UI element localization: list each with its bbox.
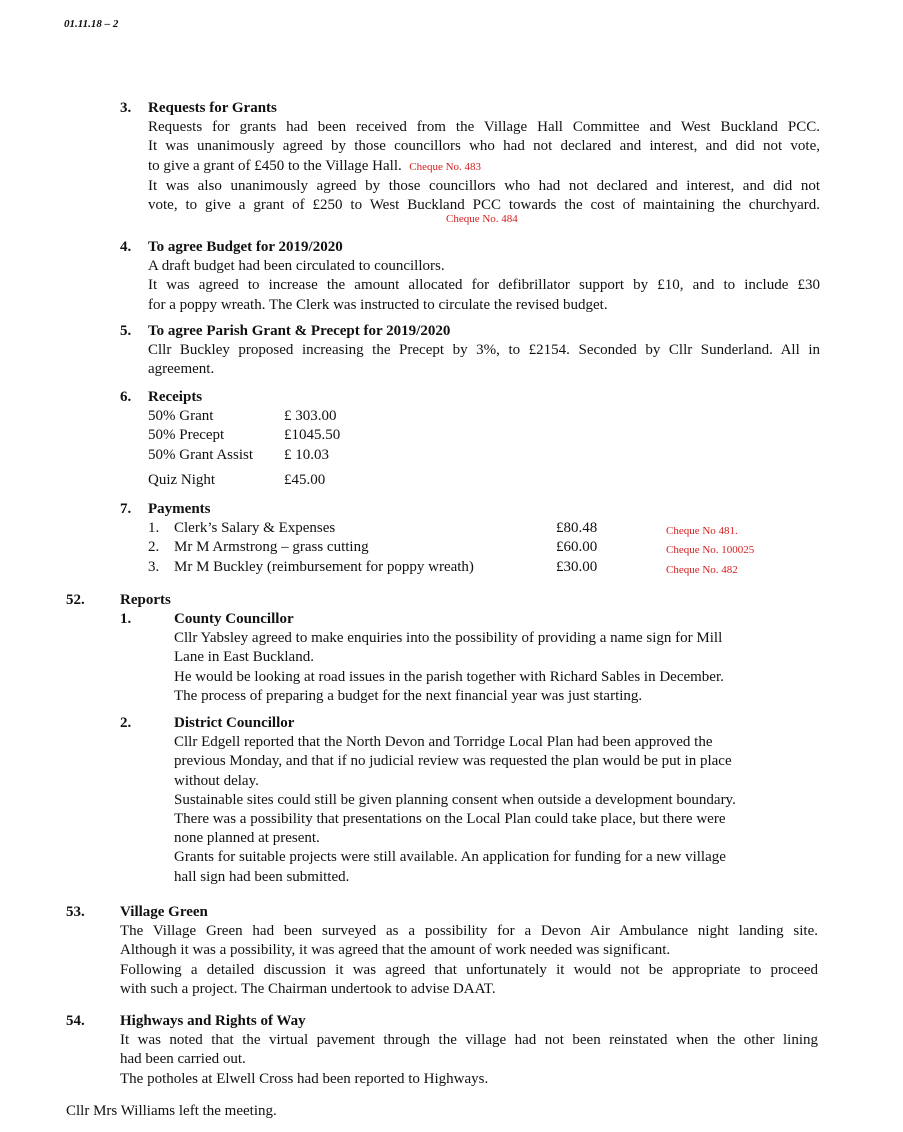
paragraph-line: The potholes at Elwell Cross had been reported to Highways. [120, 1070, 489, 1087]
section-heading: To agree Budget for 2019/2020 [148, 239, 343, 255]
paragraph-line: without delay. [174, 772, 259, 789]
paragraph-line: Sustainable sites could still be given planning consent when outside a development boundary. [174, 791, 736, 808]
closing-line: Cllr Mrs Williams left the meeting. [66, 1103, 277, 1119]
item-number: 6. [120, 389, 132, 405]
budget-section [148, 238, 820, 315]
cheque-note: Cheque No. 482 [666, 563, 738, 576]
paragraph-line: none planned at present. [174, 830, 320, 847]
minute-number: 53. [66, 904, 85, 920]
paragraph-line: to give a grant of £450 to the Village Hall. Cheque No. 483 [148, 157, 482, 174]
paragraph-line: A draft budget had been circulated to councillors. [148, 258, 445, 275]
paragraph-line: The process of preparing a budget for the next financial year was just starting. [174, 687, 643, 704]
cheque-note: Cheque No 481. [666, 525, 738, 538]
cheque-note: Cheque No. 484 [446, 213, 518, 225]
item-number: 7. [120, 501, 132, 517]
village-green-section [120, 903, 818, 999]
receipt-row: Quiz Night £45.00 [148, 471, 326, 488]
paragraph-line: with such a project. The Chairman undertook to advise DAAT. [120, 980, 496, 997]
district-councillor-report [174, 714, 814, 887]
sub-heading: County Councillor [174, 611, 294, 627]
item-number: 5. [120, 323, 132, 339]
payments-section [148, 500, 808, 577]
receipt-row: 50% Grant £ 303.00 [148, 408, 337, 425]
paragraph-line: previous Monday, and that if no judicial review was requested the plan would be put in place [174, 753, 732, 770]
cheque-note: Cheque No. 483 [409, 160, 482, 173]
section-heading: Reports [120, 592, 171, 608]
receipt-row: 50% Grant Assist £ 10.03 [148, 446, 329, 463]
paragraph-line: Following a detailed discussion it was agreed that unfortunately it would not be appropriate to proceed [120, 961, 818, 978]
paragraph-line: Lane in East Buckland. [174, 649, 314, 666]
paragraph-line: Grants for suitable projects were still available. An application for funding for a new village [174, 849, 726, 866]
paragraph-line: Cllr Yabsley agreed to make enquiries into the possibility of providing a name sign for Mill [174, 630, 723, 647]
paragraph-line: There was a possibility that presentations on the Local Plan could take place, but there were [174, 811, 726, 828]
paragraph-line: vote, to give a grant of £250 to West Buckland PCC towards the cost of maintaining the churchyard. [148, 197, 820, 214]
item-number: 3. [120, 100, 132, 116]
paragraph-line: It was unanimously agreed by those councillors who had not declared and interest, and did not vote, [148, 138, 820, 155]
requests-for-grants-section [148, 99, 820, 225]
section-heading: Requests for Grants [148, 100, 277, 116]
paragraph-line: It was also unanimously agreed by those councillors who had not declared and interest, and did not [148, 177, 820, 194]
county-councillor-report [174, 610, 814, 706]
section-heading: Receipts [148, 389, 203, 405]
section-heading: To agree Parish Grant & Precept for 2019/2020 [148, 323, 451, 339]
cheque-note: Cheque No. 100025 [666, 544, 755, 557]
item-number: 4. [120, 239, 132, 255]
paragraph-line: He would be looking at road issues in the parish together with Richard Sables in December. [174, 668, 724, 685]
paragraph-line: agreement. [148, 361, 215, 378]
paragraph-line: Cllr Edgell reported that the North Devon and Torridge Local Plan had been approved the [174, 734, 713, 751]
section-heading: Payments [148, 501, 211, 517]
minute-number: 52. [66, 592, 85, 608]
section-heading: Highways and Rights of Way [120, 1013, 306, 1029]
minute-number: 54. [66, 1013, 85, 1029]
paragraph-line: It was agreed to increase the amount allocated for defibrillator support by £10, and to include £30 [148, 277, 820, 294]
paragraph-line: Requests for grants had been received from the Village Hall Committee and West Buckland PCC. [148, 119, 820, 136]
receipts-section [148, 388, 548, 490]
highways-section [120, 1012, 818, 1089]
paragraph-line: had been carried out. [120, 1051, 246, 1068]
payment-row: 2. Mr M Armstrong – grass cutting £60.00 Cheque No. 100025 [148, 538, 808, 557]
payment-row: 3. Mr M Buckley (reimbursement for poppy wreath) £30.00 Cheque No. 482 [148, 558, 808, 577]
paragraph-line: hall sign had been submitted. [174, 868, 350, 885]
paragraph-line: for a poppy wreath. The Clerk was instructed to circulate the revised budget. [148, 296, 608, 313]
sub-item-number: 2. [120, 715, 132, 731]
paragraph-line: Although it was a possibility, it was agreed that the amount of work needed was significant. [120, 942, 671, 959]
receipt-row: 50% Precept £1045.50 [148, 427, 341, 444]
precept-section [148, 322, 820, 380]
paragraph-line: It was noted that the virtual pavement through the village had not been reinstated when the other lining [120, 1032, 818, 1049]
payment-row: 1. Clerk’s Salary & Expenses £80.48 Cheque No 481. [148, 519, 808, 538]
page-reference: 01.11.18 – 2 [64, 18, 119, 30]
paragraph-line: Cllr Buckley proposed increasing the Precept by 3%, to £2154. Seconded by Cllr Sunderland. All in [148, 342, 820, 359]
paragraph-line: The Village Green had been surveyed as a possibility for a Devon Air Ambulance night landing site. [120, 923, 818, 940]
sub-heading: District Councillor [174, 715, 295, 731]
sub-item-number: 1. [120, 611, 132, 627]
section-heading: Village Green [120, 904, 208, 920]
